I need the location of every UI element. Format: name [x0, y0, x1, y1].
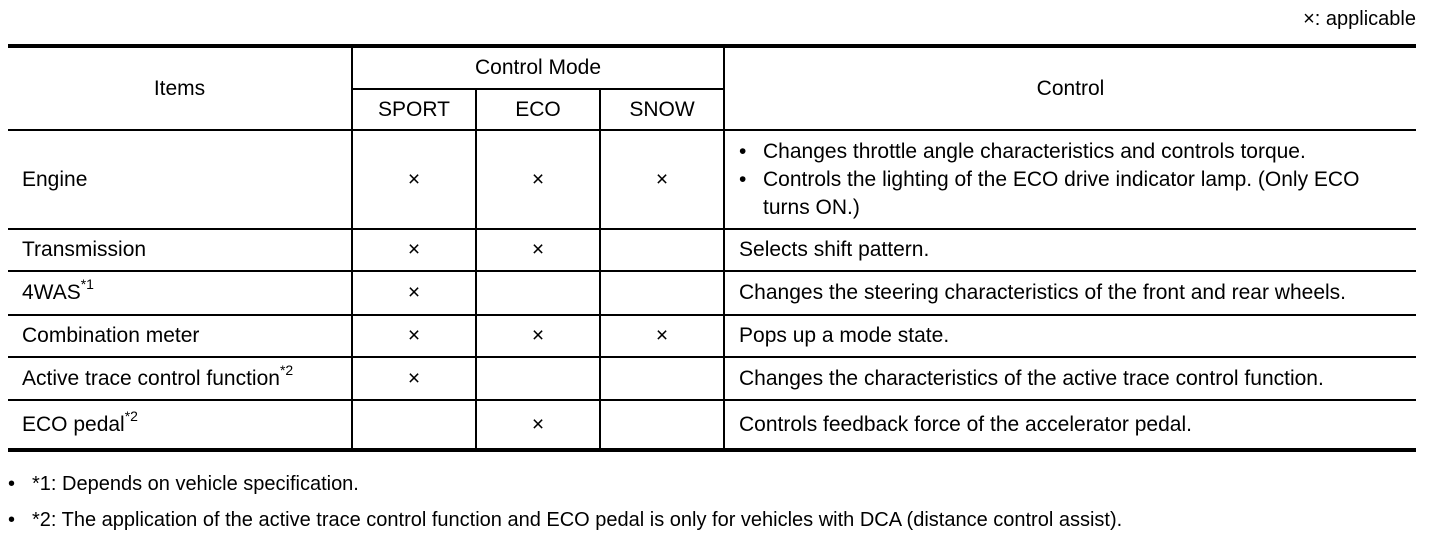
eco-mark: ×: [476, 130, 600, 229]
snow-mark: ×: [600, 130, 724, 229]
header-mode-eco: ECO: [476, 89, 600, 130]
item-cell: [8, 271, 352, 315]
table-row: [8, 400, 1416, 450]
control-text: Controls the lighting of the ECO drive indicator lamp. (Only ECO turns ON.): [763, 167, 1360, 219]
snow-mark: [600, 271, 724, 315]
sport-mark: [352, 400, 476, 450]
footnote: [8, 470, 1428, 506]
footnote-text: *2: The application of the active trace control function and ECO pedal is only for vehicles with DCA (distance control assist).: [32, 509, 1123, 531]
sport-mark: ×: [352, 357, 476, 400]
bullet-glyph: •: [8, 473, 16, 495]
snow-mark: [600, 400, 724, 450]
sport-mark: ×: [352, 315, 476, 357]
footnotes: [8, 470, 1428, 542]
table-row: [8, 130, 1416, 229]
control-text: Selects shift pattern.: [724, 229, 1416, 271]
header-mode-snow: SNOW: [600, 89, 724, 130]
sport-mark: ×: [352, 130, 476, 229]
eco-mark: [476, 357, 600, 400]
control-text: Pops up a mode state.: [724, 315, 1416, 357]
footnote-text: *1: Depends on vehicle specification.: [32, 473, 359, 495]
item-label: Combination meter: [22, 324, 200, 347]
bullet-glyph: •: [8, 509, 16, 531]
control-text: Changes the steering characteristics of the front and rear wheels.: [724, 271, 1416, 315]
header-control-mode: Control Mode: [352, 46, 724, 89]
control-text: Changes throttle angle characteristics and controls torque.: [763, 139, 1306, 163]
table-row: [8, 315, 1416, 357]
sport-mark: ×: [352, 229, 476, 271]
table-row: [8, 271, 1416, 315]
item-cell: [8, 357, 352, 400]
item-label: ECO pedal: [22, 412, 125, 436]
header-mode-sport: SPORT: [352, 89, 476, 130]
item-cell: [8, 400, 352, 450]
bullet-glyph: •: [739, 167, 747, 191]
control-list: [739, 138, 1406, 222]
item-label: 4WAS: [22, 281, 81, 304]
control-item: [739, 138, 1406, 166]
item-label: Transmission: [22, 238, 147, 261]
snow-mark: [600, 357, 724, 400]
item-label: Engine: [22, 167, 88, 191]
control-mode-table: [8, 44, 1416, 452]
bullet-glyph: •: [739, 139, 747, 163]
item-footnote-ref: *1: [80, 276, 94, 292]
control-text: Controls feedback force of the accelerator pedal.: [724, 400, 1416, 450]
applicable-legend: ×: applicable: [1303, 8, 1416, 30]
footnote: [8, 506, 1428, 542]
table-row: [8, 357, 1416, 400]
control-item: [739, 166, 1406, 222]
item-label: Active trace control function: [22, 366, 280, 390]
table-row: [8, 229, 1416, 271]
item-cell: [8, 229, 352, 271]
eco-mark: ×: [476, 229, 600, 271]
eco-mark: [476, 271, 600, 315]
eco-mark: ×: [476, 400, 600, 450]
item-cell: [8, 315, 352, 357]
control-cell: [724, 130, 1416, 229]
sport-mark: ×: [352, 271, 476, 315]
item-footnote-ref: *2: [279, 361, 294, 378]
header-items: Items: [8, 46, 352, 130]
snow-mark: ×: [600, 315, 724, 357]
control-text: Changes the characteristics of the active trace control function.: [724, 357, 1416, 400]
item-cell: [8, 130, 352, 229]
item-footnote-ref: *2: [124, 407, 138, 424]
eco-mark: ×: [476, 315, 600, 357]
snow-mark: [600, 229, 724, 271]
header-control: Control: [724, 46, 1416, 130]
